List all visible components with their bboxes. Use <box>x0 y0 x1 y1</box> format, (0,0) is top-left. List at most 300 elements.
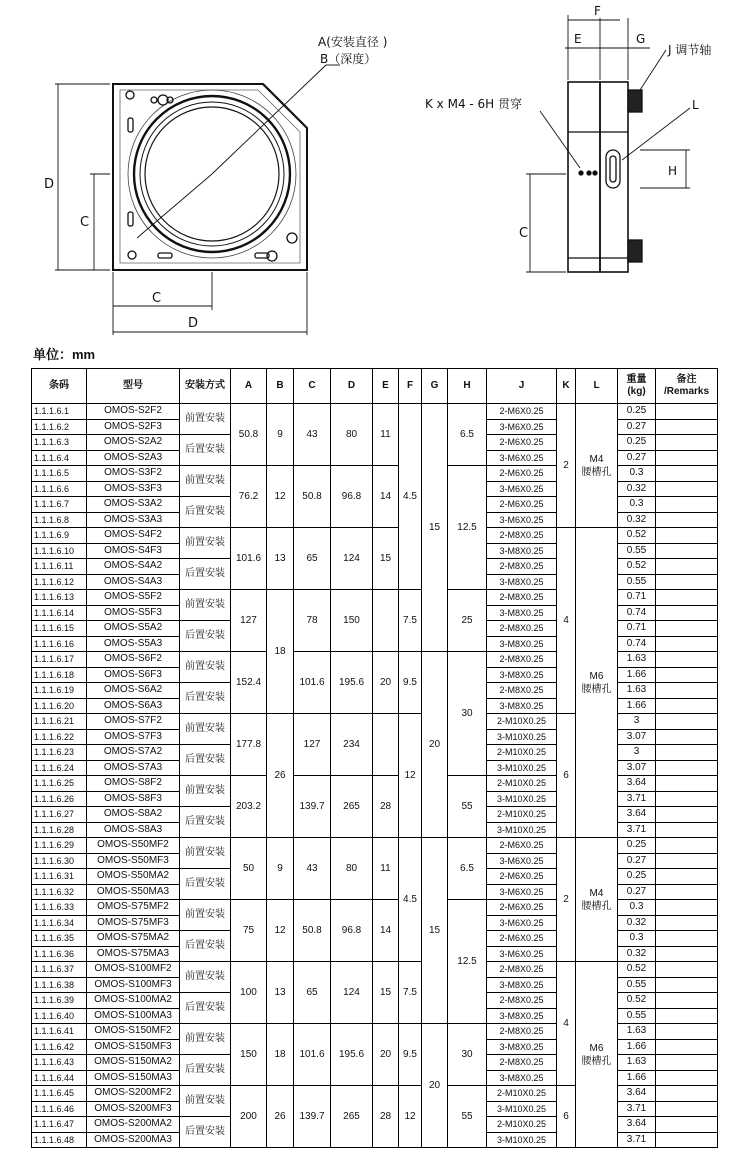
barcode-cell: 1.1.1.6.42 <box>32 1039 87 1055</box>
weight-cell: 0.27 <box>618 853 656 869</box>
mount-cell: 后置安装 <box>180 869 231 900</box>
remarks-cell <box>656 683 718 699</box>
barcode-cell: 1.1.1.6.39 <box>32 993 87 1009</box>
weight-cell: 3.71 <box>618 822 656 838</box>
barcode-cell: 1.1.1.6.9 <box>32 528 87 544</box>
weight-cell: 0.74 <box>618 636 656 652</box>
thread-cell: 3-M10X0.25 <box>487 729 557 745</box>
thread-cell: 2-M10X0.25 <box>487 776 557 792</box>
thread-cell: 2-M6X0.25 <box>487 466 557 482</box>
remarks-cell <box>656 605 718 621</box>
weight-cell: 1.63 <box>618 683 656 699</box>
barcode-cell: 1.1.1.6.3 <box>32 435 87 451</box>
model-cell: OMOS-S4F3 <box>87 543 180 559</box>
weight-cell: 3 <box>618 745 656 761</box>
weight-cell: 3.64 <box>618 1086 656 1102</box>
model-cell: OMOS-S150MF2 <box>87 1024 180 1040</box>
side-dimension-lines <box>526 15 690 272</box>
model-cell: OMOS-S5A2 <box>87 621 180 637</box>
mount-cell: 后置安装 <box>180 1117 231 1148</box>
weight-cell: 1.66 <box>618 698 656 714</box>
weight-cell: 0.27 <box>618 419 656 435</box>
thread-cell: 2-M10X0.25 <box>487 1117 557 1133</box>
remarks-cell <box>656 621 718 637</box>
thread-cell: 2-M8X0.25 <box>487 1024 557 1040</box>
header-cell: G <box>422 369 448 404</box>
model-cell: OMOS-S5F3 <box>87 605 180 621</box>
remarks-cell <box>656 993 718 1009</box>
col-c-cell: 101.6 <box>294 1024 331 1086</box>
barcode-cell: 1.1.1.6.17 <box>32 652 87 668</box>
header-cell: A <box>231 369 267 404</box>
weight-cell: 0.25 <box>618 838 656 854</box>
thread-cell: 2-M6X0.25 <box>487 869 557 885</box>
barcode-cell: 1.1.1.6.13 <box>32 590 87 606</box>
col-d-cell: 195.6 <box>331 1024 373 1086</box>
model-cell: OMOS-S100MF2 <box>87 962 180 978</box>
model-cell: OMOS-S8F2 <box>87 776 180 792</box>
model-cell: OMOS-S2A2 <box>87 435 180 451</box>
model-cell: OMOS-S50MF2 <box>87 838 180 854</box>
col-c-cell: 127 <box>294 714 331 776</box>
col-d-cell: 80 <box>331 404 373 466</box>
header-cell: 条码 <box>32 369 87 404</box>
col-k-cell: 2 <box>557 404 576 528</box>
col-a-cell: 150 <box>231 1024 267 1086</box>
thread-cell: 3-M6X0.25 <box>487 884 557 900</box>
remarks-cell <box>656 884 718 900</box>
col-l-cell: M6 腰槽孔 <box>576 962 618 1148</box>
barcode-cell: 1.1.1.6.33 <box>32 900 87 916</box>
barcode-cell: 1.1.1.6.7 <box>32 497 87 513</box>
mount-cell: 后置安装 <box>180 559 231 590</box>
col-e-cell: 20 <box>373 1024 399 1086</box>
col-c-cell: 50.8 <box>294 900 331 962</box>
thread-cell: 2-M10X0.25 <box>487 807 557 823</box>
remarks-cell <box>656 745 718 761</box>
weight-cell: 0.32 <box>618 512 656 528</box>
weight-cell: 3.64 <box>618 1117 656 1133</box>
col-e-cell: 15 <box>373 962 399 1024</box>
col-gcol-cell: 20 <box>422 1024 448 1148</box>
col-f-cell: 4.5 <box>399 404 422 590</box>
mount-cell: 后置安装 <box>180 621 231 652</box>
label-c-side: C <box>519 226 529 241</box>
barcode-cell: 1.1.1.6.25 <box>32 776 87 792</box>
weight-cell: 0.25 <box>618 435 656 451</box>
model-cell: OMOS-S2A3 <box>87 450 180 466</box>
weight-cell: 0.3 <box>618 497 656 513</box>
remarks-cell <box>656 760 718 776</box>
col-c-cell: 50.8 <box>294 466 331 528</box>
col-d-cell: 265 <box>331 776 373 838</box>
col-c-cell: 139.7 <box>294 1086 331 1148</box>
weight-cell: 0.25 <box>618 404 656 420</box>
col-a-cell: 100 <box>231 962 267 1024</box>
col-b-cell: 13 <box>267 528 294 590</box>
remarks-cell <box>656 667 718 683</box>
mount-cell: 前置安装 <box>180 1024 231 1055</box>
thread-cell: 2-M10X0.25 <box>487 714 557 730</box>
remarks-cell <box>656 404 718 420</box>
label-a: A(安装直径 ) <box>318 35 388 49</box>
col-k-cell: 6 <box>557 1086 576 1148</box>
label-c-bottom: C <box>152 291 162 306</box>
remarks-cell <box>656 729 718 745</box>
remarks-cell <box>656 590 718 606</box>
model-cell: OMOS-S7A3 <box>87 760 180 776</box>
col-h-cell: 12.5 <box>448 466 487 590</box>
barcode-cell: 1.1.1.6.18 <box>32 667 87 683</box>
remarks-cell <box>656 822 718 838</box>
col-b-cell: 12 <box>267 900 294 962</box>
table-header-row <box>32 369 718 404</box>
weight-cell: 0.52 <box>618 559 656 575</box>
remarks-cell <box>656 900 718 916</box>
remarks-cell <box>656 977 718 993</box>
weight-cell: 1.66 <box>618 1070 656 1086</box>
barcode-cell: 1.1.1.6.5 <box>32 466 87 482</box>
remarks-cell <box>656 419 718 435</box>
barcode-cell: 1.1.1.6.40 <box>32 1008 87 1024</box>
remarks-cell <box>656 497 718 513</box>
thread-cell: 3-M10X0.25 <box>487 1101 557 1117</box>
model-cell: OMOS-S7F3 <box>87 729 180 745</box>
thread-cell: 3-M10X0.25 <box>487 822 557 838</box>
thread-cell: 2-M8X0.25 <box>487 528 557 544</box>
model-cell: OMOS-S200MF3 <box>87 1101 180 1117</box>
mount-cell: 后置安装 <box>180 993 231 1024</box>
barcode-cell: 1.1.1.6.10 <box>32 543 87 559</box>
model-cell: OMOS-S7F2 <box>87 714 180 730</box>
remarks-cell <box>656 435 718 451</box>
barcode-cell: 1.1.1.6.20 <box>32 698 87 714</box>
weight-cell: 0.52 <box>618 993 656 1009</box>
spec-table <box>31 368 718 1148</box>
header-cell: H <box>448 369 487 404</box>
col-f-cell: 4.5 <box>399 838 422 962</box>
mount-cell: 后置安装 <box>180 931 231 962</box>
remarks-cell <box>656 915 718 931</box>
model-cell: OMOS-S100MF3 <box>87 977 180 993</box>
col-b-cell: 18 <box>267 1024 294 1086</box>
weight-cell: 3.64 <box>618 776 656 792</box>
remarks-cell <box>656 466 718 482</box>
model-cell: OMOS-S150MA2 <box>87 1055 180 1071</box>
thread-cell: 3-M10X0.25 <box>487 760 557 776</box>
remarks-cell <box>656 636 718 652</box>
col-d-cell: 80 <box>331 838 373 900</box>
col-e-cell: 28 <box>373 776 399 838</box>
col-h-cell: 30 <box>448 1024 487 1086</box>
weight-cell: 0.55 <box>618 977 656 993</box>
header-cell: J <box>487 369 557 404</box>
col-d-cell: 195.6 <box>331 652 373 714</box>
model-cell: OMOS-S3A3 <box>87 512 180 528</box>
weight-cell: 1.66 <box>618 667 656 683</box>
remarks-cell <box>656 559 718 575</box>
table-row <box>32 528 718 544</box>
thread-cell: 2-M6X0.25 <box>487 497 557 513</box>
thread-cell: 2-M6X0.25 <box>487 435 557 451</box>
model-cell: OMOS-S5A3 <box>87 636 180 652</box>
thread-cell: 2-M6X0.25 <box>487 404 557 420</box>
mount-cell: 后置安装 <box>180 807 231 838</box>
thread-cell: 2-M8X0.25 <box>487 621 557 637</box>
table-row <box>32 962 718 978</box>
col-b-cell: 26 <box>267 714 294 838</box>
remarks-cell <box>656 791 718 807</box>
model-cell: OMOS-S75MF3 <box>87 915 180 931</box>
mount-cell: 后置安装 <box>180 1055 231 1086</box>
weight-cell: 0.3 <box>618 466 656 482</box>
model-cell: OMOS-S6A3 <box>87 698 180 714</box>
barcode-cell: 1.1.1.6.21 <box>32 714 87 730</box>
col-a-cell: 177.8 <box>231 714 267 776</box>
model-cell: OMOS-S100MA2 <box>87 993 180 1009</box>
weight-cell: 3.71 <box>618 1101 656 1117</box>
barcode-cell: 1.1.1.6.30 <box>32 853 87 869</box>
col-h-cell: 30 <box>448 652 487 776</box>
weight-cell: 3.71 <box>618 791 656 807</box>
remarks-cell <box>656 1024 718 1040</box>
col-d-cell: 96.8 <box>331 900 373 962</box>
col-k-cell: 4 <box>557 962 576 1086</box>
header-cell: B <box>267 369 294 404</box>
col-f-cell: 12 <box>399 714 422 838</box>
weight-cell: 3 <box>618 714 656 730</box>
header-cell: K <box>557 369 576 404</box>
remarks-cell <box>656 869 718 885</box>
col-b-cell: 9 <box>267 404 294 466</box>
col-k-cell: 6 <box>557 714 576 838</box>
col-a-cell: 101.6 <box>231 528 267 590</box>
barcode-cell: 1.1.1.6.44 <box>32 1070 87 1086</box>
header-cell: 型号 <box>87 369 180 404</box>
weight-cell: 3.64 <box>618 807 656 823</box>
header-cell: 安装方式 <box>180 369 231 404</box>
col-h-cell: 55 <box>448 1086 487 1148</box>
thread-cell: 3-M6X0.25 <box>487 853 557 869</box>
col-d-cell: 96.8 <box>331 466 373 528</box>
remarks-cell <box>656 838 718 854</box>
label-j: J 调节轴 <box>668 43 712 57</box>
mount-cell: 前置安装 <box>180 652 231 683</box>
mount-cell: 前置安装 <box>180 776 231 807</box>
header-cell: 备注 /Remarks <box>656 369 718 404</box>
remarks-cell <box>656 1086 718 1102</box>
col-h-cell: 6.5 <box>448 838 487 900</box>
col-f-cell: 9.5 <box>399 652 422 714</box>
header-cell: E <box>373 369 399 404</box>
barcode-cell: 1.1.1.6.32 <box>32 884 87 900</box>
mount-cell: 前置安装 <box>180 714 231 745</box>
col-c-cell: 43 <box>294 838 331 900</box>
weight-cell: 0.27 <box>618 884 656 900</box>
remarks-cell <box>656 481 718 497</box>
weight-cell: 0.74 <box>618 605 656 621</box>
thread-cell: 3-M8X0.25 <box>487 1008 557 1024</box>
remarks-cell <box>656 1055 718 1071</box>
col-e-cell: 11 <box>373 404 399 466</box>
mount-cell: 前置安装 <box>180 900 231 931</box>
weight-cell: 0.32 <box>618 915 656 931</box>
model-cell: OMOS-S5F2 <box>87 590 180 606</box>
col-a-cell: 50.8 <box>231 404 267 466</box>
barcode-cell: 1.1.1.6.8 <box>32 512 87 528</box>
header-cell: F <box>399 369 422 404</box>
label-c-left: C <box>80 215 90 230</box>
barcode-cell: 1.1.1.6.23 <box>32 745 87 761</box>
thread-cell: 3-M8X0.25 <box>487 698 557 714</box>
barcode-cell: 1.1.1.6.19 <box>32 683 87 699</box>
col-c-cell: 43 <box>294 404 331 466</box>
thread-cell: 3-M8X0.25 <box>487 605 557 621</box>
model-cell: OMOS-S2F3 <box>87 419 180 435</box>
col-c-cell: 101.6 <box>294 652 331 714</box>
barcode-cell: 1.1.1.6.14 <box>32 605 87 621</box>
col-b-cell: 18 <box>267 590 294 714</box>
thread-cell: 2-M6X0.25 <box>487 900 557 916</box>
col-f-cell: 12 <box>399 1086 422 1148</box>
thread-cell: 2-M6X0.25 <box>487 931 557 947</box>
label-e: E <box>574 32 582 46</box>
model-cell: OMOS-S8A3 <box>87 822 180 838</box>
col-b-cell: 13 <box>267 962 294 1024</box>
mount-cell: 前置安装 <box>180 466 231 497</box>
col-e-cell: 11 <box>373 838 399 900</box>
label-f: F <box>594 4 601 18</box>
thread-cell: 2-M8X0.25 <box>487 559 557 575</box>
mount-cell: 后置安装 <box>180 497 231 528</box>
weight-cell: 0.55 <box>618 543 656 559</box>
remarks-cell <box>656 450 718 466</box>
model-cell: OMOS-S3A2 <box>87 497 180 513</box>
barcode-cell: 1.1.1.6.2 <box>32 419 87 435</box>
model-cell: OMOS-S6F2 <box>87 652 180 668</box>
thread-cell: 2-M8X0.25 <box>487 1055 557 1071</box>
thread-cell: 3-M6X0.25 <box>487 481 557 497</box>
model-cell: OMOS-S6A2 <box>87 683 180 699</box>
weight-cell: 1.66 <box>618 1039 656 1055</box>
weight-cell: 0.25 <box>618 869 656 885</box>
col-l-cell: M6 腰槽孔 <box>576 528 618 838</box>
model-cell: OMOS-S2F2 <box>87 404 180 420</box>
col-a-cell: 200 <box>231 1086 267 1148</box>
barcode-cell: 1.1.1.6.22 <box>32 729 87 745</box>
barcode-cell: 1.1.1.6.37 <box>32 962 87 978</box>
col-a-cell: 50 <box>231 838 267 900</box>
model-cell: OMOS-S100MA3 <box>87 1008 180 1024</box>
thread-cell: 2-M8X0.25 <box>487 652 557 668</box>
barcode-cell: 1.1.1.6.47 <box>32 1117 87 1133</box>
col-h-cell: 6.5 <box>448 404 487 466</box>
col-gcol-cell: 15 <box>422 838 448 1024</box>
label-h: H <box>668 164 678 178</box>
remarks-cell <box>656 1101 718 1117</box>
weight-cell: 0.52 <box>618 528 656 544</box>
remarks-cell <box>656 1039 718 1055</box>
weight-cell: 0.32 <box>618 481 656 497</box>
col-d-cell: 234 <box>331 714 373 776</box>
col-h-cell: 12.5 <box>448 900 487 1024</box>
mount-cell: 前置安装 <box>180 590 231 621</box>
mount-cell: 前置安装 <box>180 404 231 435</box>
thread-cell: 2-M10X0.25 <box>487 745 557 761</box>
col-b-cell: 12 <box>267 466 294 528</box>
remarks-cell <box>656 962 718 978</box>
mount-cell: 后置安装 <box>180 745 231 776</box>
barcode-cell: 1.1.1.6.1 <box>32 404 87 420</box>
weight-cell: 3.07 <box>618 760 656 776</box>
weight-cell: 0.3 <box>618 900 656 916</box>
thread-cell: 2-M8X0.25 <box>487 962 557 978</box>
weight-cell: 0.27 <box>618 450 656 466</box>
barcode-cell: 1.1.1.6.45 <box>32 1086 87 1102</box>
model-cell: OMOS-S50MF3 <box>87 853 180 869</box>
model-cell: OMOS-S3F3 <box>87 481 180 497</box>
weight-cell: 3.71 <box>618 1132 656 1148</box>
thread-cell: 3-M6X0.25 <box>487 450 557 466</box>
thread-cell: 3-M6X0.25 <box>487 915 557 931</box>
col-e-cell: 15 <box>373 528 399 590</box>
label-d-left: D <box>44 177 55 192</box>
weight-cell: 0.55 <box>618 574 656 590</box>
col-a-cell: 76.2 <box>231 466 267 528</box>
col-e-cell <box>373 714 399 776</box>
barcode-cell: 1.1.1.6.15 <box>32 621 87 637</box>
weight-cell: 1.63 <box>618 1024 656 1040</box>
thread-cell: 3-M8X0.25 <box>487 574 557 590</box>
model-cell: OMOS-S6F3 <box>87 667 180 683</box>
thread-cell: 3-M8X0.25 <box>487 977 557 993</box>
col-e-cell <box>373 590 399 652</box>
header-cell: L <box>576 369 618 404</box>
thread-cell: 2-M8X0.25 <box>487 993 557 1009</box>
thread-cell: 3-M8X0.25 <box>487 1039 557 1055</box>
label-k: K x M4 - 6H 贯穿 <box>425 97 523 111</box>
col-c-cell: 78 <box>294 590 331 652</box>
remarks-cell <box>656 853 718 869</box>
front-view-drawing <box>113 65 340 270</box>
label-g: G <box>636 32 646 46</box>
remarks-cell <box>656 574 718 590</box>
model-cell: OMOS-S4A3 <box>87 574 180 590</box>
col-h-cell: 25 <box>448 590 487 652</box>
model-cell: OMOS-S150MF3 <box>87 1039 180 1055</box>
label-b: B（深度） <box>320 52 377 66</box>
model-cell: OMOS-S50MA2 <box>87 869 180 885</box>
col-d-cell: 124 <box>331 528 373 590</box>
col-e-cell: 14 <box>373 900 399 962</box>
model-cell: OMOS-S75MF2 <box>87 900 180 916</box>
header-cell: 重量 (kg) <box>618 369 656 404</box>
model-cell: OMOS-S75MA2 <box>87 931 180 947</box>
col-l-cell: M4 腰槽孔 <box>576 838 618 962</box>
col-c-cell: 65 <box>294 528 331 590</box>
barcode-cell: 1.1.1.6.27 <box>32 807 87 823</box>
model-cell: OMOS-S200MF2 <box>87 1086 180 1102</box>
barcode-cell: 1.1.1.6.38 <box>32 977 87 993</box>
barcode-cell: 1.1.1.6.16 <box>32 636 87 652</box>
mount-cell: 前置安装 <box>180 1086 231 1117</box>
label-l: L <box>692 98 699 112</box>
remarks-cell <box>656 946 718 962</box>
col-gcol-cell: 20 <box>422 652 448 838</box>
remarks-cell <box>656 714 718 730</box>
col-c-cell: 65 <box>294 962 331 1024</box>
remarks-cell <box>656 1008 718 1024</box>
